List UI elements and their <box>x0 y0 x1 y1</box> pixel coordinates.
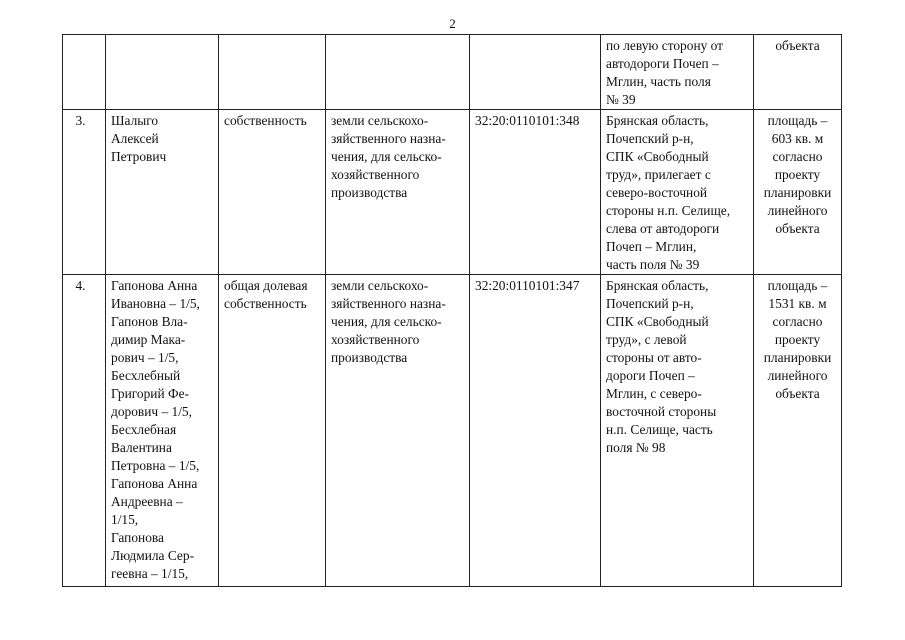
right-type-cell: общая долевая собственность <box>219 275 326 587</box>
note-cell: площадь – 603 кв. м согласно проекту планировки линейного объекта <box>754 110 842 275</box>
land-category-cell <box>326 35 470 110</box>
row-number-cell: 3. <box>63 110 106 275</box>
location-cell: Брянская область, Почепский р-н, СПК «Свободный труд», прилегает с северо-восточной стороны н.п. Селище, слева от автодороги Почеп – Мглин, часть поля № 39 <box>601 110 754 275</box>
right-type-cell <box>219 35 326 110</box>
owner-cell: Гапонова Анна Ивановна – 1/5, Гапонов Вла- димир Мака- рович – 1/5, Бесхлебный Григорий Фе- дорович – 1/5, Бесхлебная Валентина Петровна – 1/5, Гапонова Анна Андреевна – 1/15, Гапонова Людмила Сер- геевна – 1/15, <box>106 275 219 587</box>
land-plots-table <box>62 34 842 587</box>
owner-cell <box>106 35 219 110</box>
cadastral-number-cell: 32:20:0110101:348 <box>470 110 601 275</box>
owner-cell: Шалыго Алексей Петрович <box>106 110 219 275</box>
right-type-cell: собственность <box>219 110 326 275</box>
land-category-cell: земли сельскохо- зяйственного назна- чения, для сельско- хозяйственного производства <box>326 275 470 587</box>
location-cell: Брянская область, Почепский р-н, СПК «Свободный труд», с левой стороны от авто- дороги Почеп – Мглин, с северо- восточной стороны н.п. Селище, часть поля № 98 <box>601 275 754 587</box>
page-number: 2 <box>449 16 456 31</box>
note-cell: объекта <box>754 35 842 110</box>
cadastral-number-cell <box>470 35 601 110</box>
table-row <box>63 110 842 275</box>
land-category-cell: земли сельскохо- зяйственного назна- чения, для сельско- хозяйственного производства <box>326 110 470 275</box>
cadastral-number-cell: 32:20:0110101:347 <box>470 275 601 587</box>
row-number-cell: 4. <box>63 275 106 587</box>
table-row <box>63 275 842 587</box>
note-cell: площадь – 1531 кв. м согласно проекту планировки линейного объекта <box>754 275 842 587</box>
row-number-cell <box>63 35 106 110</box>
location-cell: по левую сторону от автодороги Почеп – Мглин, часть поля № 39 <box>601 35 754 110</box>
table-row <box>63 35 842 110</box>
